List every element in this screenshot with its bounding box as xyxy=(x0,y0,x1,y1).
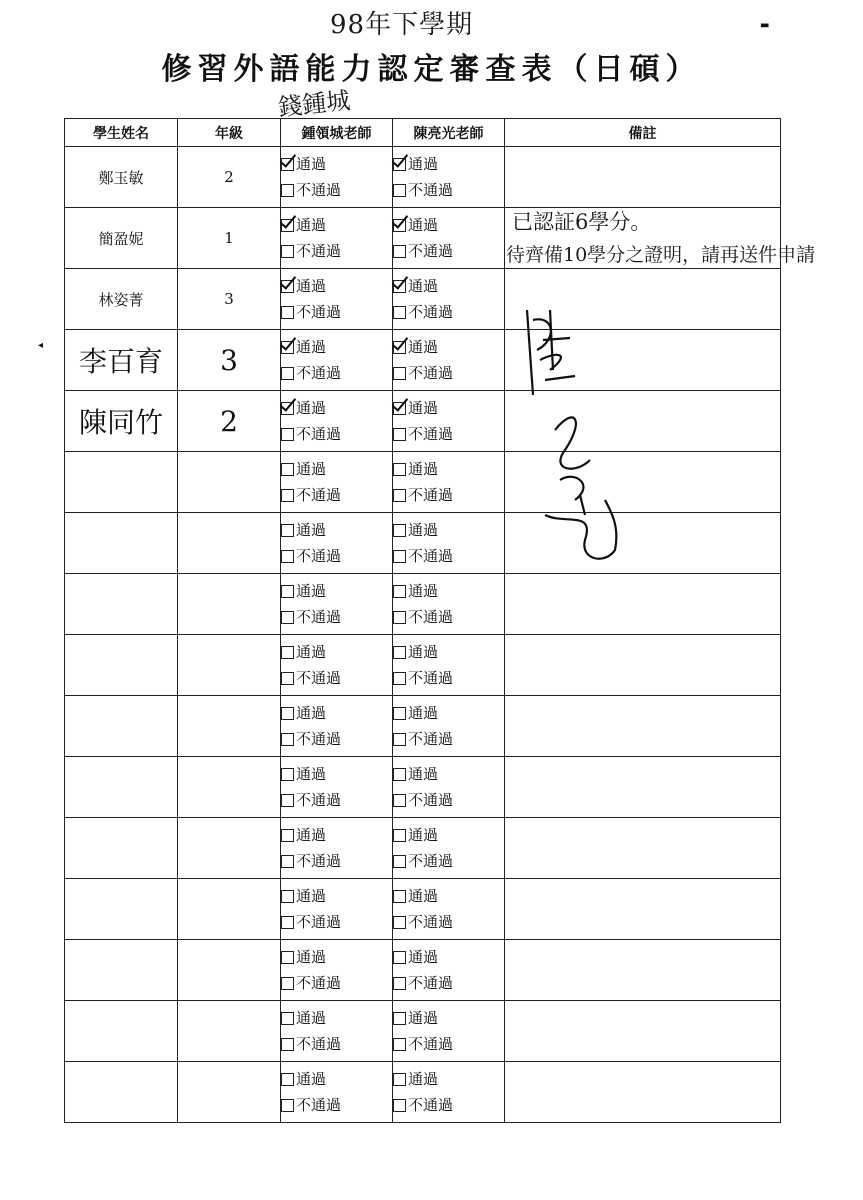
fail-option[interactable] xyxy=(393,1031,504,1057)
header-grade: 年級 xyxy=(178,119,281,147)
header-teacher-1: 鍾領城老師 xyxy=(281,119,393,147)
notes-cell xyxy=(505,757,781,818)
teacher-2-decision-cell xyxy=(393,879,505,940)
teacher-1-decision-cell xyxy=(281,1001,393,1062)
pass-option[interactable] xyxy=(393,151,504,177)
fail-checkbox[interactable] xyxy=(393,794,406,807)
fail-option[interactable] xyxy=(393,970,504,996)
reviewer-signature-top: 錢鍾城 xyxy=(276,86,352,122)
student-name-cell xyxy=(65,1062,178,1123)
student-name-cell xyxy=(65,696,178,757)
fail-label: 不通過 xyxy=(408,364,454,382)
pass-option[interactable] xyxy=(281,1005,392,1031)
pass-checkbox[interactable] xyxy=(281,585,294,598)
fail-label: 不通過 xyxy=(296,425,342,443)
fail-checkbox[interactable] xyxy=(281,550,294,563)
grade-cell xyxy=(178,1001,281,1062)
teacher-2-decision-cell xyxy=(393,574,505,635)
pass-checkbox[interactable] xyxy=(393,951,406,964)
teacher-1-decision-cell xyxy=(281,696,393,757)
fail-checkbox[interactable] xyxy=(393,916,406,929)
fail-option[interactable] xyxy=(393,543,504,569)
teacher-1-decision-cell xyxy=(281,818,393,879)
header-teacher-2: 陳亮光老師 xyxy=(393,119,505,147)
pass-option[interactable] xyxy=(281,1066,392,1092)
table-row xyxy=(65,1001,781,1062)
fail-option[interactable] xyxy=(393,909,504,935)
pass-option[interactable] xyxy=(281,395,392,421)
pass-option[interactable] xyxy=(393,822,504,848)
fail-checkbox[interactable] xyxy=(393,1038,406,1051)
pass-option[interactable] xyxy=(281,517,392,543)
teacher-2-decision-cell xyxy=(393,269,505,330)
pass-label: 通過 xyxy=(296,826,327,844)
pass-label: 通過 xyxy=(296,338,327,356)
pass-option[interactable] xyxy=(393,1005,504,1031)
teacher-2-decision-cell xyxy=(393,208,505,269)
teacher-2-decision-cell xyxy=(393,635,505,696)
teacher-2-decision-cell xyxy=(393,330,505,391)
fail-option[interactable] xyxy=(281,1031,392,1057)
table-row xyxy=(65,330,781,391)
fail-option[interactable] xyxy=(281,604,392,630)
teacher-1-decision-cell xyxy=(281,1062,393,1123)
pass-label: 通過 xyxy=(296,582,327,600)
pass-option[interactable] xyxy=(393,883,504,909)
fail-checkbox[interactable] xyxy=(281,184,294,197)
fail-label: 不通過 xyxy=(408,913,454,931)
fail-checkbox[interactable] xyxy=(393,245,406,258)
fail-option[interactable] xyxy=(393,482,504,508)
teacher-2-decision-cell xyxy=(393,513,505,574)
pass-option[interactable] xyxy=(281,822,392,848)
pass-label: 通過 xyxy=(296,948,327,966)
fail-checkbox[interactable] xyxy=(393,306,406,319)
pass-label: 通過 xyxy=(296,1070,327,1088)
grade-cell xyxy=(178,635,281,696)
fail-option[interactable] xyxy=(393,726,504,752)
teacher-1-decision-cell xyxy=(281,879,393,940)
pass-label: 通過 xyxy=(296,704,327,722)
fail-option[interactable] xyxy=(281,848,392,874)
pass-checkbox[interactable] xyxy=(281,768,294,781)
pass-option[interactable] xyxy=(393,456,504,482)
pass-label: 通過 xyxy=(408,948,439,966)
fail-checkbox[interactable] xyxy=(281,916,294,929)
notes-cell xyxy=(505,574,781,635)
pass-checkbox[interactable] xyxy=(281,219,294,232)
fail-label: 不通過 xyxy=(408,608,454,626)
teacher-1-decision-cell xyxy=(281,147,393,208)
pass-label: 通過 xyxy=(408,1009,439,1027)
fail-option[interactable] xyxy=(281,909,392,935)
fail-label: 不通過 xyxy=(408,425,454,443)
fail-option[interactable] xyxy=(393,421,504,447)
table-row xyxy=(65,1062,781,1123)
fail-label: 不通過 xyxy=(408,181,454,199)
fail-checkbox[interactable] xyxy=(393,489,406,502)
pass-label: 通過 xyxy=(408,460,439,478)
pass-label: 通過 xyxy=(296,155,327,173)
fail-checkbox[interactable] xyxy=(281,428,294,441)
teacher-2-decision-cell xyxy=(393,391,505,452)
pass-option[interactable] xyxy=(281,700,392,726)
pass-checkbox[interactable] xyxy=(393,158,406,171)
fail-checkbox[interactable] xyxy=(393,977,406,990)
pass-option[interactable] xyxy=(281,944,392,970)
pass-checkbox[interactable] xyxy=(281,707,294,720)
pass-option[interactable] xyxy=(281,883,392,909)
teacher-2-decision-cell xyxy=(393,147,505,208)
fail-option[interactable] xyxy=(281,177,392,203)
pass-label: 通過 xyxy=(408,887,439,905)
student-name-cell: 李百育 xyxy=(65,330,178,391)
pass-option[interactable] xyxy=(393,517,504,543)
notes-cell xyxy=(505,940,781,1001)
teacher-2-decision-cell xyxy=(393,757,505,818)
note-credits: 已認証6學分。 xyxy=(512,210,652,234)
review-table xyxy=(64,118,781,1123)
table-row xyxy=(65,635,781,696)
notes-cell xyxy=(505,818,781,879)
pass-label: 通過 xyxy=(408,704,439,722)
fail-option[interactable] xyxy=(281,421,392,447)
fail-label: 不通過 xyxy=(296,791,342,809)
pass-checkbox[interactable] xyxy=(281,829,294,842)
pass-label: 通過 xyxy=(296,765,327,783)
header-notes: 備註 xyxy=(505,119,781,147)
notes-cell xyxy=(505,879,781,940)
fail-option[interactable] xyxy=(281,726,392,752)
pass-label: 通過 xyxy=(408,155,439,173)
notes-cell xyxy=(505,696,781,757)
fail-option[interactable] xyxy=(281,1092,392,1118)
note-request: 待齊備10學分之證明，請再送件申請 xyxy=(506,244,816,266)
fail-label: 不通過 xyxy=(296,1035,342,1053)
fail-option[interactable] xyxy=(281,665,392,691)
teacher-2-decision-cell xyxy=(393,940,505,1001)
fail-label: 不通過 xyxy=(296,913,342,931)
pass-label: 通過 xyxy=(296,216,327,234)
pass-label: 通過 xyxy=(296,887,327,905)
teacher-1-decision-cell xyxy=(281,269,393,330)
table-row xyxy=(65,513,781,574)
table-row xyxy=(65,391,781,452)
form-title: 修習外語能力認定審查表（日碩） xyxy=(161,52,702,87)
pass-option[interactable] xyxy=(393,944,504,970)
fail-label: 不通過 xyxy=(408,303,454,321)
fail-label: 不通過 xyxy=(296,181,342,199)
fail-option[interactable] xyxy=(393,1092,504,1118)
table-header-row xyxy=(65,119,781,147)
fail-label: 不通過 xyxy=(408,669,454,687)
teacher-2-decision-cell xyxy=(393,452,505,513)
fail-checkbox[interactable] xyxy=(281,306,294,319)
fail-checkbox[interactable] xyxy=(281,1099,294,1112)
fail-checkbox[interactable] xyxy=(393,1099,406,1112)
fail-checkbox[interactable] xyxy=(393,550,406,563)
teacher-1-decision-cell xyxy=(281,757,393,818)
fail-checkbox[interactable] xyxy=(281,367,294,380)
fail-label: 不通過 xyxy=(296,1096,342,1114)
pass-option[interactable] xyxy=(393,761,504,787)
fail-checkbox[interactable] xyxy=(393,672,406,685)
grade-cell xyxy=(178,818,281,879)
grade-cell xyxy=(178,452,281,513)
pass-checkbox[interactable] xyxy=(393,341,406,354)
pass-checkbox[interactable] xyxy=(281,158,294,171)
header-student-name: 學生姓名 xyxy=(65,119,178,147)
pass-option[interactable] xyxy=(393,395,504,421)
fail-label: 不通過 xyxy=(296,242,342,260)
pass-checkbox[interactable] xyxy=(281,402,294,415)
student-name-cell xyxy=(65,635,178,696)
pass-checkbox[interactable] xyxy=(281,280,294,293)
pass-checkbox[interactable] xyxy=(281,524,294,537)
notes-cell xyxy=(505,147,781,208)
grade-cell xyxy=(178,513,281,574)
pass-checkbox[interactable] xyxy=(393,524,406,537)
pass-checkbox[interactable] xyxy=(393,219,406,232)
table-row xyxy=(65,696,781,757)
teacher-1-decision-cell xyxy=(281,513,393,574)
table-row xyxy=(65,940,781,1001)
pass-option[interactable] xyxy=(393,273,504,299)
fail-label: 不通過 xyxy=(408,730,454,748)
fail-label: 不通過 xyxy=(408,547,454,565)
fail-label: 不通過 xyxy=(296,852,342,870)
teacher-1-decision-cell xyxy=(281,635,393,696)
pass-option[interactable] xyxy=(281,578,392,604)
fail-checkbox[interactable] xyxy=(281,245,294,258)
pass-option[interactable] xyxy=(393,334,504,360)
pass-option[interactable] xyxy=(281,151,392,177)
teacher-1-decision-cell xyxy=(281,208,393,269)
pass-checkbox[interactable] xyxy=(393,646,406,659)
grade-cell: 1 xyxy=(178,208,281,269)
table-row xyxy=(65,818,781,879)
fail-option[interactable] xyxy=(393,177,504,203)
fail-label: 不通過 xyxy=(296,303,342,321)
fail-option[interactable] xyxy=(393,604,504,630)
fail-option[interactable] xyxy=(393,299,504,325)
pass-label: 通過 xyxy=(296,277,327,295)
pass-option[interactable] xyxy=(393,212,504,238)
pass-label: 通過 xyxy=(408,826,439,844)
fail-checkbox[interactable] xyxy=(281,733,294,746)
pass-option[interactable] xyxy=(281,212,392,238)
fail-checkbox[interactable] xyxy=(393,367,406,380)
teacher-2-decision-cell xyxy=(393,1062,505,1123)
pass-checkbox[interactable] xyxy=(281,951,294,964)
student-name-cell: 鄭玉敏 xyxy=(65,147,178,208)
teacher-2-decision-cell xyxy=(393,1001,505,1062)
student-name-cell xyxy=(65,818,178,879)
fail-option[interactable] xyxy=(281,787,392,813)
pass-checkbox[interactable] xyxy=(281,1012,294,1025)
pass-option[interactable] xyxy=(281,639,392,665)
fail-label: 不通過 xyxy=(408,1035,454,1053)
semester-label: 98年下學期 xyxy=(330,10,474,40)
fail-checkbox[interactable] xyxy=(281,794,294,807)
pass-checkbox[interactable] xyxy=(393,280,406,293)
pass-checkbox[interactable] xyxy=(393,829,406,842)
pass-label: 通過 xyxy=(296,643,327,661)
grade-cell: 3 xyxy=(178,330,281,391)
table-row xyxy=(65,269,781,330)
pass-label: 通過 xyxy=(408,277,439,295)
fail-label: 不通過 xyxy=(296,486,342,504)
teacher-1-decision-cell xyxy=(281,391,393,452)
pass-checkbox[interactable] xyxy=(393,890,406,903)
pass-option[interactable] xyxy=(281,761,392,787)
teacher-1-decision-cell xyxy=(281,452,393,513)
pass-checkbox[interactable] xyxy=(281,890,294,903)
fail-label: 不通過 xyxy=(296,974,342,992)
fail-label: 不通過 xyxy=(408,974,454,992)
fail-option[interactable] xyxy=(281,970,392,996)
fail-checkbox[interactable] xyxy=(393,733,406,746)
table-row xyxy=(65,879,781,940)
notes-cell xyxy=(505,635,781,696)
grade-cell xyxy=(178,879,281,940)
fail-label: 不通過 xyxy=(408,1096,454,1114)
pass-option[interactable] xyxy=(281,334,392,360)
fail-checkbox[interactable] xyxy=(393,184,406,197)
student-name-cell xyxy=(65,452,178,513)
student-name-cell: 簡盈妮 xyxy=(65,208,178,269)
grade-cell: 2 xyxy=(178,147,281,208)
pass-option[interactable] xyxy=(393,1066,504,1092)
pass-checkbox[interactable] xyxy=(393,707,406,720)
fail-checkbox[interactable] xyxy=(281,489,294,502)
student-name-cell xyxy=(65,1001,178,1062)
pass-option[interactable] xyxy=(393,578,504,604)
student-name-cell xyxy=(65,940,178,1001)
teacher-1-decision-cell xyxy=(281,330,393,391)
student-name-cell: 陳同竹 xyxy=(65,391,178,452)
grade-cell xyxy=(178,696,281,757)
notes-cell xyxy=(505,1001,781,1062)
fail-label: 不通過 xyxy=(408,242,454,260)
student-name-cell xyxy=(65,513,178,574)
fail-checkbox[interactable] xyxy=(281,855,294,868)
pass-option[interactable] xyxy=(393,700,504,726)
student-name-cell: 林姿菁 xyxy=(65,269,178,330)
grade-cell xyxy=(178,1062,281,1123)
pass-checkbox[interactable] xyxy=(393,1073,406,1086)
fail-label: 不通過 xyxy=(296,547,342,565)
student-name-cell xyxy=(65,879,178,940)
scan-mark: ▬ xyxy=(760,20,770,31)
grade-cell xyxy=(178,574,281,635)
pass-label: 通過 xyxy=(408,521,439,539)
fail-label: 不通過 xyxy=(296,608,342,626)
notes-cell xyxy=(505,1062,781,1123)
pass-checkbox[interactable] xyxy=(281,646,294,659)
fail-option[interactable] xyxy=(281,360,392,386)
fail-option[interactable] xyxy=(281,482,392,508)
grade-cell: 3 xyxy=(178,269,281,330)
pass-label: 通過 xyxy=(408,216,439,234)
fail-label: 不通過 xyxy=(408,791,454,809)
pass-option[interactable] xyxy=(281,273,392,299)
pass-checkbox[interactable] xyxy=(393,1012,406,1025)
reviewer-signature xyxy=(515,310,625,580)
fail-option[interactable] xyxy=(393,360,504,386)
pass-label: 通過 xyxy=(408,582,439,600)
fail-label: 不通過 xyxy=(408,852,454,870)
fail-checkbox[interactable] xyxy=(281,977,294,990)
student-name-cell xyxy=(65,757,178,818)
teacher-1-decision-cell xyxy=(281,940,393,1001)
fail-option[interactable] xyxy=(393,665,504,691)
fail-option[interactable] xyxy=(281,238,392,264)
pass-label: 通過 xyxy=(296,1009,327,1027)
pass-checkbox[interactable] xyxy=(393,768,406,781)
fail-option[interactable] xyxy=(393,787,504,813)
fail-option[interactable] xyxy=(281,299,392,325)
pass-checkbox[interactable] xyxy=(393,585,406,598)
pass-checkbox[interactable] xyxy=(281,341,294,354)
pass-option[interactable] xyxy=(281,456,392,482)
scan-mark: ◂ xyxy=(38,340,44,351)
grade-cell xyxy=(178,757,281,818)
fail-checkbox[interactable] xyxy=(281,611,294,624)
pass-checkbox[interactable] xyxy=(281,1073,294,1086)
fail-label: 不通過 xyxy=(296,669,342,687)
pass-checkbox[interactable] xyxy=(393,463,406,476)
fail-label: 不通過 xyxy=(408,486,454,504)
pass-label: 通過 xyxy=(408,399,439,417)
pass-label: 通過 xyxy=(296,399,327,417)
fail-option[interactable] xyxy=(281,543,392,569)
fail-checkbox[interactable] xyxy=(281,1038,294,1051)
pass-label: 通過 xyxy=(296,460,327,478)
pass-checkbox[interactable] xyxy=(393,402,406,415)
fail-option[interactable] xyxy=(393,848,504,874)
pass-option[interactable] xyxy=(393,639,504,665)
fail-label: 不通過 xyxy=(296,364,342,382)
student-name-cell xyxy=(65,574,178,635)
pass-label: 通過 xyxy=(296,521,327,539)
fail-checkbox[interactable] xyxy=(393,855,406,868)
fail-label: 不通過 xyxy=(296,730,342,748)
fail-checkbox[interactable] xyxy=(393,611,406,624)
fail-option[interactable] xyxy=(393,238,504,264)
table-row xyxy=(65,452,781,513)
pass-label: 通過 xyxy=(408,765,439,783)
table-row xyxy=(65,147,781,208)
pass-label: 通過 xyxy=(408,338,439,356)
pass-label: 通過 xyxy=(408,643,439,661)
teacher-2-decision-cell xyxy=(393,696,505,757)
teacher-2-decision-cell xyxy=(393,818,505,879)
table-row xyxy=(65,757,781,818)
grade-cell: 2 xyxy=(178,391,281,452)
table-row xyxy=(65,574,781,635)
pass-label: 通過 xyxy=(408,1070,439,1088)
pass-checkbox[interactable] xyxy=(281,463,294,476)
fail-checkbox[interactable] xyxy=(281,672,294,685)
fail-checkbox[interactable] xyxy=(393,428,406,441)
teacher-1-decision-cell xyxy=(281,574,393,635)
grade-cell xyxy=(178,940,281,1001)
